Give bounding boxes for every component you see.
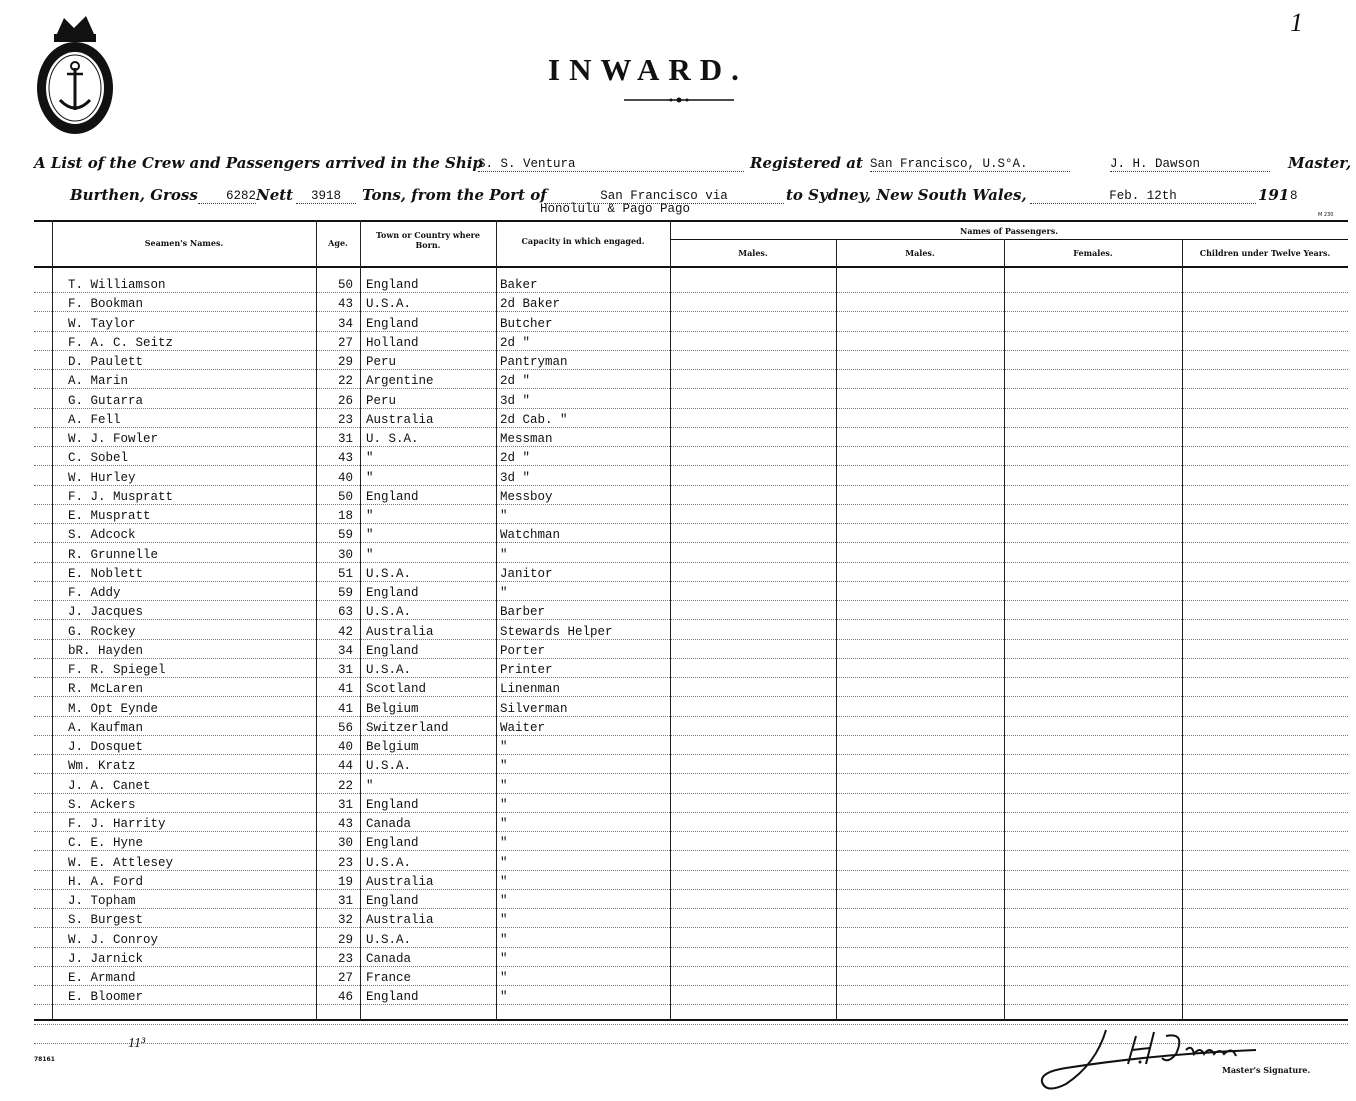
page-number-mark: 1 [1290, 8, 1303, 37]
crew-capacity: " [500, 855, 508, 870]
crew-capacity: 3d " [500, 393, 531, 408]
burthen-label: Burthen, Gross [70, 186, 198, 204]
crew-birthplace: Australia [366, 624, 434, 639]
crew-capacity: 2d Baker [500, 297, 561, 312]
crew-birthplace: " [366, 470, 374, 485]
crew-row [34, 990, 674, 1009]
crew-name: F. J. Harrity [68, 817, 166, 831]
crew-name: J. A. Canet [68, 778, 151, 793]
crew-capacity: Barber [500, 605, 546, 620]
crew-birthplace: " [366, 509, 374, 523]
crew-age: 31 [337, 797, 353, 812]
crew-age: 42 [337, 624, 353, 639]
crew-birthplace: England [366, 797, 419, 812]
document-title: INWARD. [548, 52, 748, 87]
crew-birthplace: England [366, 489, 419, 504]
crew-age: 50 [337, 489, 353, 504]
crew-name: M. Opt Eynde [68, 701, 159, 716]
col-head-born: Town or Country where Born. [376, 230, 480, 250]
crew-row [34, 856, 674, 875]
crew-name: T. Williamson [68, 278, 166, 292]
crew-birthplace: Peru [366, 355, 397, 369]
crew-age: 63 [337, 605, 353, 620]
crew-age: 29 [337, 932, 353, 947]
gross-tons-field: 6282 [198, 189, 256, 204]
crew-birthplace: England [366, 990, 419, 1005]
port-field: San Francisco via [544, 189, 784, 204]
crew-capacity: Stewards Helper [500, 624, 613, 639]
registered-label: Registered at [750, 154, 863, 172]
crew-row [34, 297, 674, 316]
crew-capacity: 3d " [500, 470, 531, 485]
crew-row [34, 413, 674, 432]
crew-capacity: " [500, 990, 508, 1005]
crew-birthplace: U.S.A. [366, 605, 412, 620]
crew-age: 32 [337, 913, 353, 928]
crew-age: 40 [337, 740, 353, 754]
ship-name-field: S. S. Ventura [478, 157, 744, 172]
col-head-names: Seamen's Names. [144, 238, 224, 248]
crew-birthplace: Scotland [366, 682, 427, 697]
crew-age: 50 [337, 278, 353, 292]
crew-age: 26 [337, 393, 353, 408]
nett-label: Nett [256, 186, 294, 204]
crew-age: 41 [337, 701, 353, 716]
crew-birthplace: U.S.A. [366, 855, 412, 870]
crew-birthplace: U.S.A. [366, 759, 412, 774]
crew-birthplace: U.S.A. [366, 932, 412, 947]
crew-birthplace: Holland [366, 335, 419, 350]
column-divider [1182, 239, 1183, 1020]
crew-row [34, 798, 674, 817]
crew-table [34, 220, 1348, 1020]
crew-birthplace: Canada [366, 817, 412, 831]
arrival-date-field: Feb. 12th [1030, 189, 1256, 204]
crew-name: W. J. Conroy [68, 932, 159, 947]
title-ornament [624, 96, 734, 104]
crew-name: Wm. Kratz [68, 759, 136, 774]
crew-name: R. Grunnelle [68, 547, 159, 562]
crew-row [34, 317, 674, 336]
crew-birthplace: England [366, 278, 419, 292]
nett-tons-field: 3918 [296, 189, 356, 204]
col-head-males-1: Males. [738, 248, 768, 258]
master-name-field: J. H. Dawson [1110, 157, 1270, 172]
crew-capacity: 2d Cab. " [500, 412, 568, 427]
crew-age: 23 [337, 951, 353, 966]
crew-row [34, 702, 674, 721]
crew-row [34, 625, 674, 644]
crew-age: 31 [337, 663, 353, 677]
crew-age: 23 [337, 855, 353, 870]
crew-capacity: " [500, 874, 508, 889]
crew-name: S. Ackers [68, 797, 136, 812]
passenger-subheader-rule [670, 239, 1348, 240]
crew-capacity: " [500, 932, 508, 947]
crew-name: A. Kaufman [68, 720, 144, 735]
crew-name: E. Muspratt [68, 509, 151, 523]
crew-name: C. E. Hyne [68, 836, 144, 851]
header-bottom-rule [34, 266, 1348, 268]
crew-capacity: Printer [500, 663, 553, 677]
crew-age: 29 [337, 355, 353, 369]
crew-name: J. Jacques [68, 605, 144, 620]
crew-capacity: " [500, 759, 508, 774]
crew-birthplace: Belgium [366, 740, 419, 754]
crew-capacity: Silverman [500, 701, 568, 716]
crew-row [34, 721, 674, 740]
crew-name: bR. Hayden [68, 643, 144, 658]
crew-name: W. Taylor [68, 316, 136, 331]
crew-row [34, 740, 674, 759]
crew-birthplace: " [366, 778, 374, 793]
crew-age: 59 [337, 586, 353, 600]
crew-row [34, 759, 674, 778]
crew-capacity: " [500, 740, 508, 754]
crew-capacity: Messman [500, 432, 553, 446]
crew-name: H. A. Ford [68, 874, 144, 889]
crew-birthplace: Australia [366, 874, 434, 889]
col-head-children: Children under Twelve Years. [1199, 248, 1331, 258]
registered-port-field: San Francisco, U.S°A. [870, 157, 1070, 172]
crew-age: 44 [337, 759, 353, 774]
crew-row [34, 451, 674, 470]
crew-age: 22 [337, 778, 353, 793]
crew-row [34, 336, 674, 355]
crew-age: 59 [337, 528, 353, 543]
crew-birthplace: U.S.A. [366, 566, 412, 581]
crew-name: S. Burgest [68, 913, 144, 928]
crew-age: 34 [337, 316, 353, 331]
crew-birthplace: Australia [366, 412, 434, 427]
crew-row [34, 528, 674, 547]
crew-name: D. Paulett [68, 355, 144, 369]
crew-age: 31 [337, 894, 353, 908]
crew-name: W. E. Attlesey [68, 855, 174, 870]
crew-name: E. Noblett [68, 566, 144, 581]
crew-age: 22 [337, 374, 353, 389]
crew-capacity: " [500, 586, 508, 600]
crew-birthplace: Switzerland [366, 720, 449, 735]
crew-name: S. Adcock [68, 528, 136, 543]
tons-port-label: Tons, from the Port of [362, 186, 547, 204]
crew-row [34, 952, 674, 971]
crew-row [34, 894, 674, 913]
form-mark: M 230 [1318, 212, 1334, 218]
crew-capacity: Pantryman [500, 355, 568, 369]
crew-birthplace: England [366, 586, 419, 600]
tally-mark: 11³ [128, 1036, 146, 1051]
crew-capacity: " [500, 778, 508, 793]
crew-capacity: Watchman [500, 528, 561, 543]
crew-name: C. Sobel [68, 451, 129, 466]
column-divider [1004, 239, 1005, 1020]
crew-name: F. J. Muspratt [68, 489, 174, 504]
crew-birthplace: " [366, 528, 374, 543]
crew-capacity: " [500, 817, 508, 831]
col-head-capacity: Capacity in which engaged. [521, 236, 645, 246]
crew-capacity: " [500, 836, 508, 851]
crew-capacity: Baker [500, 278, 538, 292]
crew-age: 56 [337, 720, 353, 735]
crew-birthplace: " [366, 451, 374, 466]
table-top-rule [34, 220, 1348, 222]
crew-capacity: " [500, 894, 508, 908]
crew-row [34, 933, 674, 952]
crew-age: 18 [337, 509, 353, 523]
crew-row [34, 605, 674, 624]
crew-name: F. Addy [68, 586, 121, 600]
crew-name: F. Bookman [68, 297, 144, 312]
crew-capacity: Messboy [500, 489, 553, 504]
crew-capacity: " [500, 951, 508, 966]
crew-row [34, 586, 674, 605]
crew-row [34, 355, 674, 374]
crew-capacity: Linenman [500, 682, 561, 697]
crew-age: 30 [337, 836, 353, 851]
year-suffix: 8 [1290, 189, 1298, 203]
crew-name: J. Jarnick [68, 951, 144, 966]
crew-birthplace: Peru [366, 393, 397, 408]
crew-row [34, 490, 674, 509]
crew-name: A. Fell [68, 412, 121, 427]
crew-row [34, 913, 674, 932]
crew-birthplace: U. S.A. [366, 432, 419, 446]
crew-capacity: " [500, 913, 508, 928]
crew-age: 27 [337, 971, 353, 985]
crew-capacity: " [500, 971, 508, 985]
crew-birthplace: Australia [366, 913, 434, 928]
crew-row [34, 567, 674, 586]
col-head-females: Females. [1073, 248, 1113, 258]
crew-row [34, 509, 674, 528]
crew-birthplace: England [366, 316, 419, 331]
crew-row [34, 663, 674, 682]
form-number: 78161 [34, 1056, 55, 1063]
col-head-males-2: Males. [905, 248, 935, 258]
crew-row [34, 278, 674, 297]
crew-capacity: Butcher [500, 316, 553, 331]
crew-name: J. Dosquet [68, 740, 144, 754]
crew-capacity: " [500, 797, 508, 812]
crew-name: W. J. Fowler [68, 432, 159, 446]
crew-age: 46 [337, 990, 353, 1005]
crew-row [34, 836, 674, 855]
crew-name: J. Topham [68, 894, 136, 908]
destination-label: to Sydney, New South Wales, [786, 186, 1027, 204]
signature-label: Master's Signature. [1222, 1065, 1311, 1075]
crew-row [34, 971, 674, 990]
crew-capacity: Porter [500, 643, 546, 658]
crew-birthplace: England [366, 894, 419, 908]
anchor-seal-emblem [34, 14, 116, 138]
crew-row [34, 644, 674, 663]
port-field-line2: Honolulu & Pago Pago [540, 202, 691, 216]
crew-age: 34 [337, 643, 353, 658]
crew-birthplace: U.S.A. [366, 663, 412, 677]
crew-capacity: " [500, 509, 508, 523]
crew-row [34, 394, 674, 413]
crew-row [34, 548, 674, 567]
year-prefix: 191 [1258, 186, 1290, 204]
crew-age: 30 [337, 547, 353, 562]
column-divider [836, 239, 837, 1020]
crew-name: G. Gutarra [68, 393, 144, 408]
crew-name: R. McLaren [68, 682, 144, 697]
crew-birthplace: Canada [366, 951, 412, 966]
crew-capacity: 2d " [500, 451, 531, 466]
crew-name: E. Armand [68, 971, 136, 985]
crew-birthplace: " [366, 547, 374, 562]
crew-age: 43 [337, 451, 353, 466]
crew-birthplace: France [366, 971, 412, 985]
crew-birthplace: England [366, 643, 419, 658]
crew-name: F. A. C. Seitz [68, 335, 174, 350]
crew-age: 43 [337, 297, 353, 312]
crew-age: 31 [337, 432, 353, 446]
crew-row [34, 682, 674, 701]
crew-row [34, 432, 674, 451]
crew-birthplace: Argentine [366, 374, 434, 389]
crew-capacity: Janitor [500, 566, 553, 581]
crew-row [34, 471, 674, 490]
crew-age: 19 [337, 874, 353, 889]
crew-birthplace: Belgium [366, 701, 419, 716]
table-bottom-rule [34, 1019, 1348, 1021]
crew-age: 27 [337, 335, 353, 350]
crew-capacity: Waiter [500, 720, 546, 735]
crew-age: 51 [337, 566, 353, 581]
col-head-age: Age. [328, 238, 348, 248]
crew-name: F. R. Spiegel [68, 663, 166, 677]
crew-age: 40 [337, 470, 353, 485]
crew-age: 23 [337, 412, 353, 427]
crew-name: G. Rockey [68, 624, 136, 639]
crew-row [34, 875, 674, 894]
crew-row [34, 374, 674, 393]
col-head-passengers: Names of Passengers. [960, 226, 1058, 236]
crew-row [34, 817, 674, 836]
crew-capacity: 2d " [500, 335, 531, 350]
header-list-label: A List of the Crew and Passengers arrived in the Ship [34, 154, 483, 172]
master-label: Master, [1288, 154, 1352, 172]
crew-row [34, 779, 674, 798]
crew-name: W. Hurley [68, 470, 136, 485]
crew-capacity: " [500, 547, 508, 562]
crew-age: 41 [337, 682, 353, 697]
crew-birthplace: U.S.A. [366, 297, 412, 312]
crew-birthplace: England [366, 836, 419, 851]
crew-capacity: 2d " [500, 374, 531, 389]
crew-age: 43 [337, 817, 353, 831]
crew-name: E. Bloomer [68, 990, 144, 1005]
crew-name: A. Marin [68, 374, 129, 389]
master-signature [1036, 1024, 1276, 1094]
